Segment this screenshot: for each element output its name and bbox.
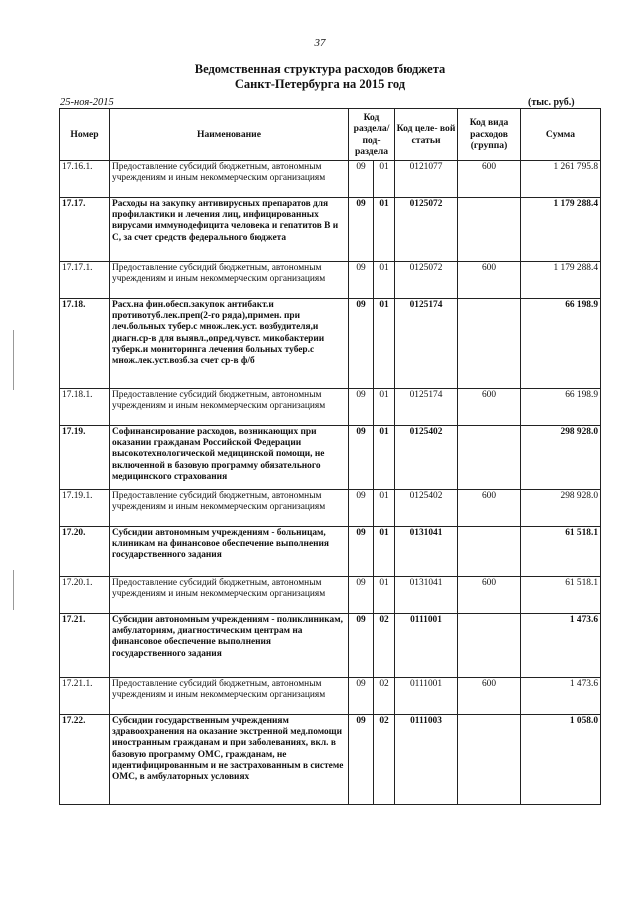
row-name: Предоставление субсидий бюджетным, автономным учреждениям и иным некоммерческим организациям [110, 577, 349, 614]
title-line-1: Ведомственная структура расходов бюджета [194, 62, 446, 76]
row-sum: 61 518.1 [521, 527, 601, 577]
row-number: 17.17. [60, 198, 110, 262]
row-name: Предоставление субсидий бюджетным, автономным учреждениям и иным некоммерческим организациям [110, 389, 349, 426]
row-expense-type: 600 [458, 161, 521, 198]
row-sum: 1 473.6 [521, 614, 601, 678]
row-section: 09 [349, 389, 374, 426]
title-line-2: Санкт-Петербурга на 2015 год [234, 77, 406, 91]
row-sum: 1 179 288.4 [521, 198, 601, 262]
header-sum: Сумма [521, 109, 601, 161]
row-name: Расходы на закупку антивирусных препаратов для профилактики и лечения лиц, инфицированных вирусами иммунодефицита человека и гепатитов В и С, за счет средств федерального бюджета [110, 198, 349, 262]
row-section: 09 [349, 299, 374, 389]
budget-table [59, 108, 601, 805]
row-sum: 66 198.9 [521, 299, 601, 389]
header-expense-type: Код вида расходов (группа) [458, 109, 521, 161]
row-number: 17.18.1. [60, 389, 110, 426]
row-subsection: 02 [374, 715, 395, 805]
row-subsection: 01 [374, 426, 395, 490]
margin-mark [13, 330, 14, 390]
row-expense-type [458, 299, 521, 389]
row-expense-type: 600 [458, 678, 521, 715]
row-subsection: 01 [374, 198, 395, 262]
table-row [60, 262, 601, 299]
row-number: 17.21. [60, 614, 110, 678]
row-target-code: 0131041 [395, 527, 458, 577]
row-target-code: 0111003 [395, 715, 458, 805]
header-target: Код целе- вой статьи [395, 109, 458, 161]
row-expense-type: 600 [458, 262, 521, 299]
row-sum: 1 473.6 [521, 678, 601, 715]
row-subsection: 01 [374, 389, 395, 426]
row-target-code: 0125402 [395, 426, 458, 490]
row-number: 17.20. [60, 527, 110, 577]
header-number: Номер [60, 109, 110, 161]
page-number: 37 [314, 37, 326, 49]
row-subsection: 01 [374, 527, 395, 577]
row-number: 17.19.1. [60, 490, 110, 527]
row-target-code: 0121077 [395, 161, 458, 198]
table-row [60, 490, 601, 527]
row-target-code: 0111001 [395, 678, 458, 715]
row-name: Субсидии автономным учреждениям - поликлиникам, амбулаториям, диагностическим центрам на финансовое обеспечение выполнения государственного задания [110, 614, 349, 678]
row-section: 09 [349, 490, 374, 527]
row-name: Субсидии государственным учреждениям здравоохранения на оказание экстренной мед.помощи иностранным гражданам и при заболеваниях, вкл. в базовую программу ОМС, гражданам, не идентифицированным и не застрахованным в системе ОМС, в амбулаторных условиях [110, 715, 349, 805]
row-number: 17.16.1. [60, 161, 110, 198]
row-subsection: 01 [374, 262, 395, 299]
row-expense-type [458, 715, 521, 805]
row-target-code: 0131041 [395, 577, 458, 614]
table-row [60, 299, 601, 389]
row-sum: 61 518.1 [521, 577, 601, 614]
row-target-code: 0125072 [395, 198, 458, 262]
row-target-code: 0111001 [395, 614, 458, 678]
table-row [60, 527, 601, 577]
row-number: 17.21.1. [60, 678, 110, 715]
table-row [60, 389, 601, 426]
row-subsection: 01 [374, 577, 395, 614]
row-target-code: 0125174 [395, 389, 458, 426]
row-number: 17.19. [60, 426, 110, 490]
row-expense-type: 600 [458, 389, 521, 426]
row-sum: 298 928.0 [521, 490, 601, 527]
row-sum: 1 261 795.8 [521, 161, 601, 198]
row-section: 09 [349, 715, 374, 805]
row-name: Предоставление субсидий бюджетным, автономным учреждениям и иным некоммерческим организациям [110, 490, 349, 527]
row-number: 17.18. [60, 299, 110, 389]
row-section: 09 [349, 262, 374, 299]
row-expense-type: 600 [458, 490, 521, 527]
row-section: 09 [349, 678, 374, 715]
row-subsection: 02 [374, 678, 395, 715]
table-row [60, 198, 601, 262]
row-section: 09 [349, 426, 374, 490]
header-section: Код раздела/ под- раздела [349, 109, 395, 161]
row-subsection: 01 [374, 161, 395, 198]
row-expense-type [458, 426, 521, 490]
row-section: 09 [349, 614, 374, 678]
row-section: 09 [349, 527, 374, 577]
table-row [60, 426, 601, 490]
table-header [60, 109, 601, 161]
margin-mark [13, 570, 14, 610]
row-name: Субсидии автономным учреждениям - больницам, клиникам на финансовое обеспечение выполнения государственного задания [110, 527, 349, 577]
row-sum: 1 179 288.4 [521, 262, 601, 299]
row-subsection: 01 [374, 490, 395, 527]
row-target-code: 0125174 [395, 299, 458, 389]
row-section: 09 [349, 198, 374, 262]
row-number: 17.20.1. [60, 577, 110, 614]
page-title [0, 62, 640, 92]
row-name: Предоставление субсидий бюджетным, автономным учреждениям и иным некоммерческим организациям [110, 678, 349, 715]
table-row [60, 614, 601, 678]
units-label: (тыс. руб.) [528, 97, 575, 108]
row-name: Предоставление субсидий бюджетным, автономным учреждениям и иным некоммерческим организациям [110, 262, 349, 299]
row-section: 09 [349, 161, 374, 198]
row-name: Софинансирование расходов, возникающих при оказании гражданам Российской Федерации высокотехнологической медицинской помощи, не включенной в базовую программу обязательного медицинского страхования [110, 426, 349, 490]
report-date: 25-ноя-2015 [60, 97, 114, 108]
table-row [60, 715, 601, 805]
table-row [60, 161, 601, 198]
row-number: 17.17.1. [60, 262, 110, 299]
row-name: Предоставление субсидий бюджетным, автономным учреждениям и иным некоммерческим организациям [110, 161, 349, 198]
row-target-code: 0125072 [395, 262, 458, 299]
row-section: 09 [349, 577, 374, 614]
table-body [60, 161, 601, 805]
row-name: Расх.на фин.обесп.закупок антибакт.и противотуб.лек.преп(2-го ряда),примен. при леч.больных тубер.с множ.лек.уст. возбудителя,и диагн.ср-в для выявл.,опред.чувст. микобактерии туберк.и мониторинга лечения больных тубер.с множ.лек.уст.возб.за счет ср-в ф/б [110, 299, 349, 389]
row-subsection: 01 [374, 299, 395, 389]
row-number: 17.22. [60, 715, 110, 805]
table-row [60, 678, 601, 715]
row-target-code: 0125402 [395, 490, 458, 527]
header-name: Наименование [110, 109, 349, 161]
row-subsection: 02 [374, 614, 395, 678]
row-sum: 1 058.0 [521, 715, 601, 805]
row-expense-type [458, 527, 521, 577]
row-sum: 298 928.0 [521, 426, 601, 490]
row-expense-type [458, 614, 521, 678]
row-sum: 66 198.9 [521, 389, 601, 426]
row-expense-type: 600 [458, 577, 521, 614]
table-row [60, 577, 601, 614]
row-expense-type [458, 198, 521, 262]
